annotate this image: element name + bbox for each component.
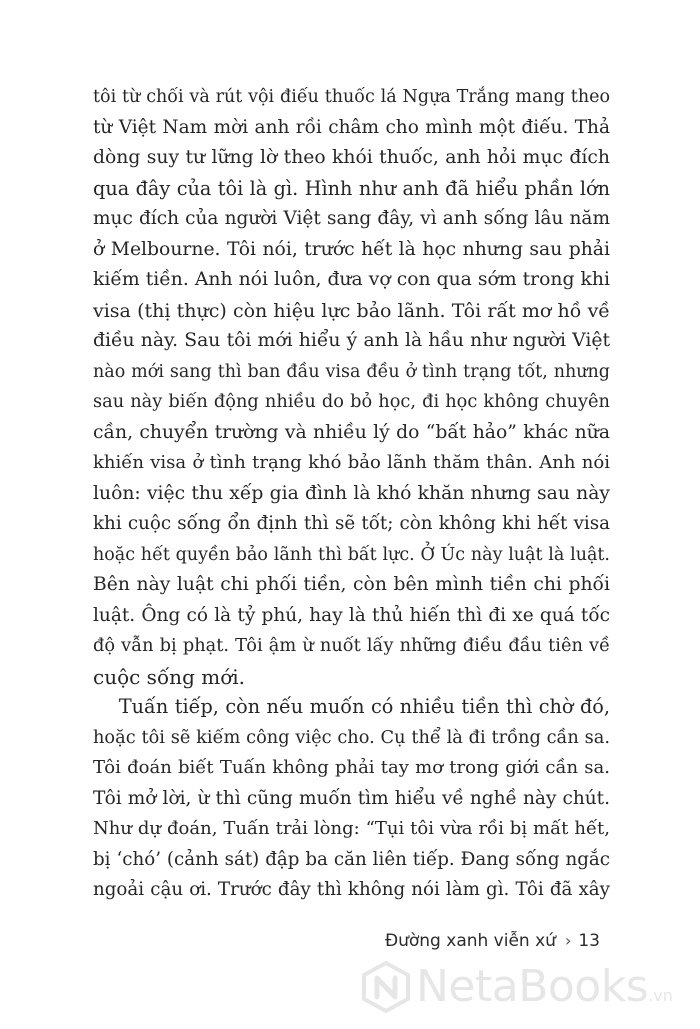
text-line: nào mới sang thì ban đầu visa đều ở tình trạng tốt, nhưng [93,361,610,382]
watermark [360,955,690,1019]
text-line: visa (thị thực) còn hiệu lực bảo lãnh. Tôi rất mơ hồ về [93,299,610,322]
netabooks-logo-icon [360,961,412,1013]
text-line: từ Việt Nam mời anh rồi châm cho mình một điếu. Thả [93,116,610,138]
text-line: Bên này luật chi phối tiền, còn bên mình tiền chi phối [93,574,610,595]
watermark-brand [416,957,673,1026]
watermark-brand-name: NetaBooks [416,961,649,1012]
text-line: dòng suy tư lững lờ theo khói thuốc, anh hỏi mục đích [93,147,610,168]
text-line: cuộc sống mới. [93,664,245,689]
text-line: tôi từ chối và rút vội điếu thuốc lá Ngựa Trắng mang theo [93,87,610,107]
text-line: Như dự đoán, Tuấn trải lòng: “Tụi tôi vừa rồi bị mất hết, [93,818,610,839]
text-line: mục đích của người Việt sang đây, vì anh sống lâu năm [93,208,610,229]
text-line: hoặc tôi sẽ kiếm công việc cho. Cụ thể là đi trồng cần sa. [93,727,610,748]
text-line: Tuấn tiếp, còn nếu muốn có nhiều tiền thì chờ đó, [93,695,610,718]
watermark-domain-suffix: .vn [648,986,673,1005]
text-line: khi cuộc sống ổn định thì sẽ tốt; còn không khi hết visa [93,513,610,534]
text-line: Tôi đoán biết Tuấn không phải tay mơ trong giới cần sa. [93,757,610,778]
text-line: luôn: việc thu xếp gia đình là khó khăn nhưng sau này [93,482,610,504]
running-book-title: Đường xanh viễn xứ [384,931,556,951]
text-line: sau này biến động nhiều do bỏ học, đi học không chuyên [93,392,610,412]
text-line: ngoải cậu ơi. Trước đây thì không nói làm gì. Tôi đã xây [93,879,610,900]
text-line: hoặc hết quyền bảo lãnh thì bất lực. Ở Úc này luật là luật. [93,544,610,565]
text-line: Tôi mở lời, ừ thì cũng muốn tìm hiểu về nghề này chút. [93,787,610,809]
page-number: 13 [578,931,600,951]
text-line: độ vẫn bị phạt. Tôi ậm ừ nuốt lấy những điều đầu tiên về [93,636,610,656]
text-line: cần, chuyển trường và nhiều lý do “bất hảo” khác nữa [93,421,610,443]
text-line: ở Melbourne. Tôi nói, trước hết là học nhưng sau phải [93,238,610,260]
text-line: khiến visa ở tình trạng khó bảo lãnh thăm thân. Anh nói [93,452,610,473]
text-line: qua đây của tôi là gì. Hình như anh đã hiểu phần lớn [93,176,610,200]
text-line: bị ‘chó’ (cảnh sát) đập ba căn liên tiếp. Đang sống ngắc [93,848,610,870]
page-body-text [93,82,610,906]
text-line: luật. Ông có là tỷ phú, hay là thủ hiến thì đi xe quá tốc [93,604,610,626]
text-line: điều này. Sau tôi mới hiểu ý anh là hầu như người Việt [93,330,610,351]
page-footer [360,928,600,954]
text-line: kiếm tiền. Anh nói luôn, đưa vợ con qua sớm trong khi [93,269,610,290]
footer-separator-icon: › [564,931,572,950]
